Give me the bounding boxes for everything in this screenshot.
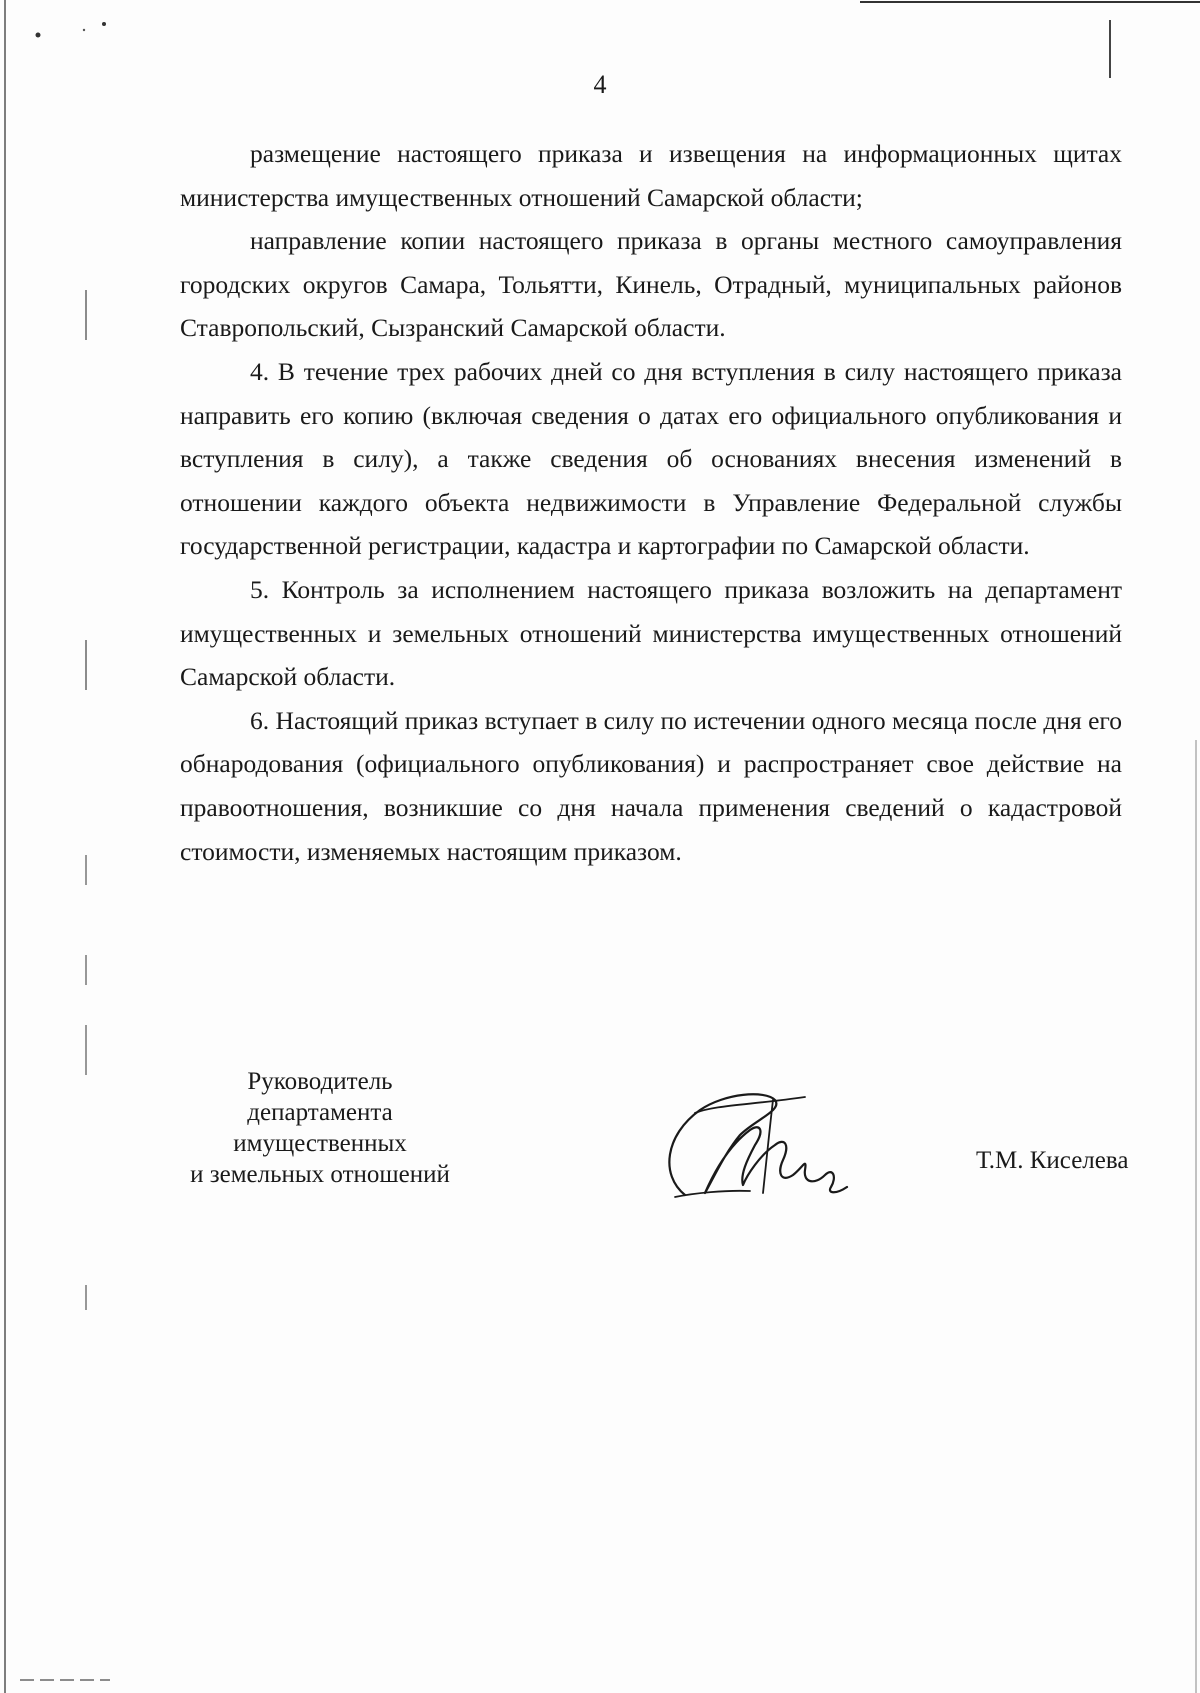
signatory-title-line: и земельных отношений	[190, 1161, 450, 1188]
paragraph: 4. В течение трех рабочих дней со дня вступления в силу настоящего приказа направить его копию (включая сведения о датах его официального опубликования и вступления в силу), а также сведения об основаниях внесения изменений в отношении каждого объекта недвижимости в Управление Федеральной службы государственной регистрации, кадастра и картографии по Самарской области.	[180, 356, 1122, 561]
paragraph: 5. Контроль за исполнением настоящего приказа возложить на департамент имущественных и земельных отношений министерства имущественных отношений Самарской области.	[180, 574, 1122, 692]
document-body	[180, 132, 1122, 873]
page-number: 4	[593, 70, 607, 99]
signatory-title-line: имущественных	[233, 1130, 407, 1157]
signatory-title-line: Руководитель	[247, 1068, 393, 1095]
signatory-name: Т.М. Киселева	[976, 1147, 1129, 1174]
signatory-title-line: департамента	[247, 1099, 393, 1126]
signatory-title	[170, 1066, 470, 1190]
paragraph: размещение настоящего приказа и извещения на информационных щитах министерства имущественных отношений Самарской области;	[180, 139, 1122, 212]
paragraph: направление копии настоящего приказа в органы местного самоуправления городских округов Самара, Тольятти, Кинель, Отрадный, муниципальных районов Ставропольский, Сызранский Самарской области.	[180, 226, 1122, 343]
handwritten-signature	[655, 1075, 855, 1210]
paragraph: 6. Настоящий приказ вступает в силу по истечении одного месяца после дня его обнародования (официального опубликования) и распространяет свое действие на правоотношения, возникшие со дня начала применения сведений о кадастровой стоимости, изменяемых настоящим приказом.	[180, 705, 1122, 866]
